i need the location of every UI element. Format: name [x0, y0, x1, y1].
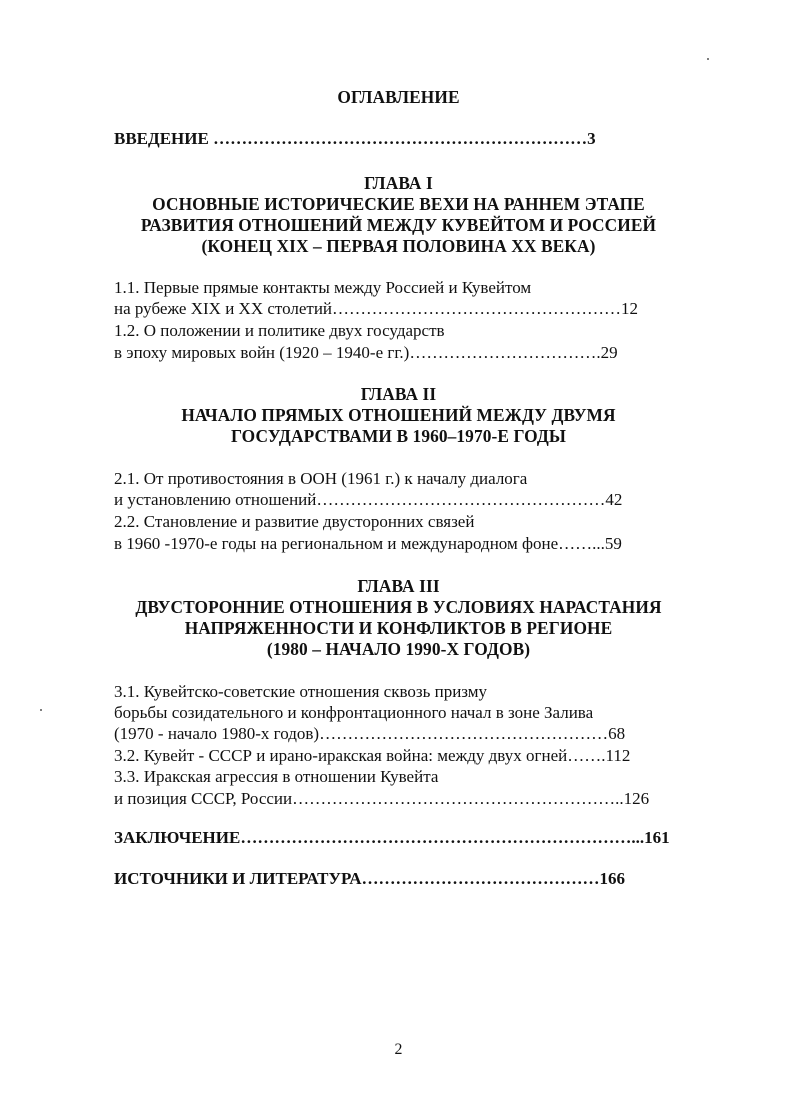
scan-speck	[707, 58, 709, 60]
chapter-2-label: ГЛАВА II	[360, 384, 437, 404]
toc-entry-1-1-line-2[interactable]: на рубеже XIX и XX столетий……………………………………………12	[114, 299, 639, 318]
chapter-1-title-line-3: (КОНЕЦ XIX – ПЕРВАЯ ПОЛОВИНА XX ВЕКА)	[201, 236, 596, 256]
chapter-1-title-line-2: РАЗВИТИЯ ОТНОШЕНИЙ МЕЖДУ КУВЕЙТОМ И РОССИЕЙ	[140, 215, 657, 235]
chapter-3-label: ГЛАВА III	[357, 576, 440, 596]
toc-entry-3-1-line-2[interactable]: борьбы созидательного и конфронтационного начал в зоне Залива	[114, 703, 594, 722]
scan-speck	[40, 709, 42, 711]
toc-entry-conclusion[interactable]: ЗАКЛЮЧЕНИЕ……………………………………………………………...161	[114, 828, 670, 847]
chapter-3-title-line-2: НАПРЯЖЕННОСТИ И КОНФЛИКТОВ В РЕГИОНЕ	[184, 618, 613, 638]
toc-entry-2-2-line-2[interactable]: в 1960 -1970-е годы на региональном и международном фоне……...59	[114, 534, 622, 553]
page-number: 2	[394, 1041, 403, 1058]
toc-entry-2-1-line-1[interactable]: 2.1. От противостояния в ООН (1961 г.) к началу диалога	[114, 469, 528, 488]
toc-entry-3-2[interactable]: 3.2. Кувейт - СССР и ирано-иракская война: между двух огней…….112	[114, 746, 631, 765]
chapter-2-title-line-2: ГОСУДАРСТВАМИ В 1960–1970-Е ГОДЫ	[230, 426, 567, 446]
chapter-2-title-line-1: НАЧАЛО ПРЯМЫХ ОТНОШЕНИЙ МЕЖДУ ДВУМЯ	[181, 405, 616, 425]
toc-entry-1-2-line-1[interactable]: 1.2. О положении и политике двух государств	[114, 321, 445, 340]
toc-entry-sources[interactable]: ИСТОЧНИКИ И ЛИТЕРАТУРА……………………………………166	[114, 869, 625, 888]
toc-entry-3-3-line-1[interactable]: 3.3. Иракская агрессия в отношении Кувейта	[114, 767, 439, 786]
chapter-1-label: ГЛАВА I	[364, 173, 433, 193]
toc-title: ОГЛАВЛЕНИЕ	[337, 87, 460, 107]
toc-entry-3-1-line-3[interactable]: (1970 - начало 1980-х годов)……………………………………………68	[114, 724, 626, 743]
toc-entry-2-1-line-2[interactable]: и установлению отношений……………………………………………42	[114, 490, 623, 509]
toc-entry-2-2-line-1[interactable]: 2.2. Становление и развитие двусторонних связей	[114, 512, 475, 531]
toc-entry-intro[interactable]: ВВЕДЕНИЕ …………………………………………………………3	[114, 129, 596, 148]
chapter-3-title-line-3: (1980 – НАЧАЛО 1990-Х ГОДОВ)	[266, 639, 531, 659]
toc-entry-3-3-line-2[interactable]: и позиция СССР, России…………………………………………………..126	[114, 789, 650, 808]
chapter-3-title-line-1: ДВУСТОРОННИЕ ОТНОШЕНИЯ В УСЛОВИЯХ НАРАСТАНИЯ	[135, 597, 662, 617]
chapter-1-title-line-1: ОСНОВНЫЕ ИСТОРИЧЕСКИЕ ВЕХИ НА РАННЕМ ЭТАПЕ	[152, 194, 645, 214]
toc-entry-1-1-line-1[interactable]: 1.1. Первые прямые контакты между Россией и Кувейтом	[114, 278, 532, 297]
toc-entry-1-2-line-2[interactable]: в эпоху мировых войн (1920 – 1940-е гг.)…………………………….29	[114, 343, 618, 362]
toc-entry-3-1-line-1[interactable]: 3.1. Кувейтско-советские отношения сквозь призму	[114, 682, 488, 701]
